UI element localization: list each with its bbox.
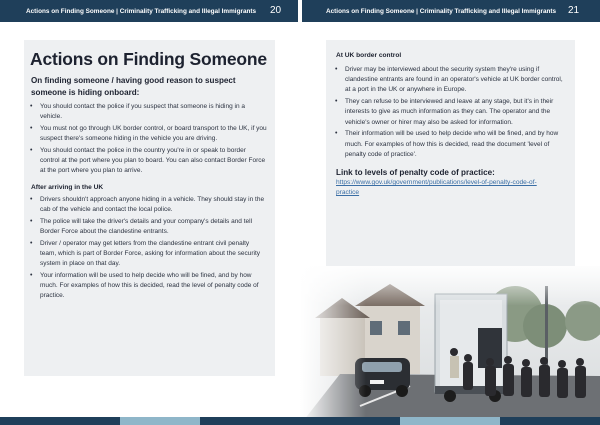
footer-segment xyxy=(400,417,500,425)
page-number-right: 21 xyxy=(568,5,580,16)
list-item: • You should contact the police in the country you're in or speak to border control at the port where you plan to board. You can also contact Border Force at the port where you plan to arrive. xyxy=(30,146,267,177)
photo-migrants-boarding-lorry-icon xyxy=(300,266,600,425)
section-heading-border-control: At UK border control xyxy=(336,52,402,59)
page-number-left: 20 xyxy=(270,5,282,16)
header-bar-left xyxy=(0,0,298,22)
footer-segment xyxy=(200,417,300,425)
list-item: • Driver / operator may get letters from the clandestine entrant civil penalty team, which is part of Border Force, asking for information about the security system in place on that day. xyxy=(30,239,267,270)
link-heading: Link to levels of penalty code of practice: xyxy=(336,168,495,178)
header-bar-right xyxy=(302,0,600,22)
list-item: • Driver may be interviewed about the security system they're using if clandestine entrants are found in an operator's vehicle at UK border control, at a port in the UK or anywhere in Europe. xyxy=(335,65,567,96)
header-title-left: Actions on Finding Someone | Criminality Trafficking and Illegal Immigrants xyxy=(26,7,257,15)
footer-segment xyxy=(500,417,600,425)
photo-migrants-lorry xyxy=(300,266,600,425)
onboard-bullet-list xyxy=(30,102,267,177)
footer-segment xyxy=(300,417,400,425)
right-content-panel xyxy=(326,40,575,266)
list-item: • Your information will be used to help decide who will be fined, and by how much. For examples of how this is decided, read the level of penalty code of practice. xyxy=(30,271,267,302)
footer-color-bar xyxy=(0,417,600,425)
section-heading-after-arriving: After arriving in the UK xyxy=(31,183,104,191)
list-item: • The police will take the driver's details and your company's details and tell Border Force about the clandestine entrants. xyxy=(30,217,267,237)
list-item: • You should contact the police if you suspect that someone is hiding in a vehicle. xyxy=(30,102,267,122)
list-item: • You must not go through UK border control, or board transport to the UK, if you suspect there's someone hiding in the vehicle you are driving. xyxy=(30,124,267,144)
list-item: • They can refuse to be interviewed and leave at any stage, but it's in their interests to give as much information as they can. The operator and the vehicle's owner or hirer may also be asked for information. xyxy=(335,97,567,128)
left-content-panel xyxy=(24,40,275,376)
footer-segment xyxy=(120,417,200,425)
page-title: Actions on Finding Someone xyxy=(30,49,267,69)
list-item: • Their information will be used to help decide who will be fined, and by how much. For examples of how this is decided, read the document 'level of penalty code of practice'. xyxy=(335,129,567,160)
after-arriving-bullet-list xyxy=(30,195,267,302)
border-control-bullet-list xyxy=(335,65,567,160)
footer-segment xyxy=(0,417,120,425)
intro-heading: On finding someone / having good reason to suspect someone is hiding onboard: xyxy=(31,76,236,97)
list-item: • Drivers shouldn't approach anyone hiding in a vehicle. They should stay in the cab of the vehicle and contact the local police. xyxy=(30,195,267,215)
penalty-code-link[interactable]: https://www.gov.uk/government/publications/level-of-penalty-code-of-practice xyxy=(336,179,537,197)
header-title-right: Actions on Finding Someone | Criminality Trafficking and Illegal Immigrants xyxy=(326,7,557,15)
